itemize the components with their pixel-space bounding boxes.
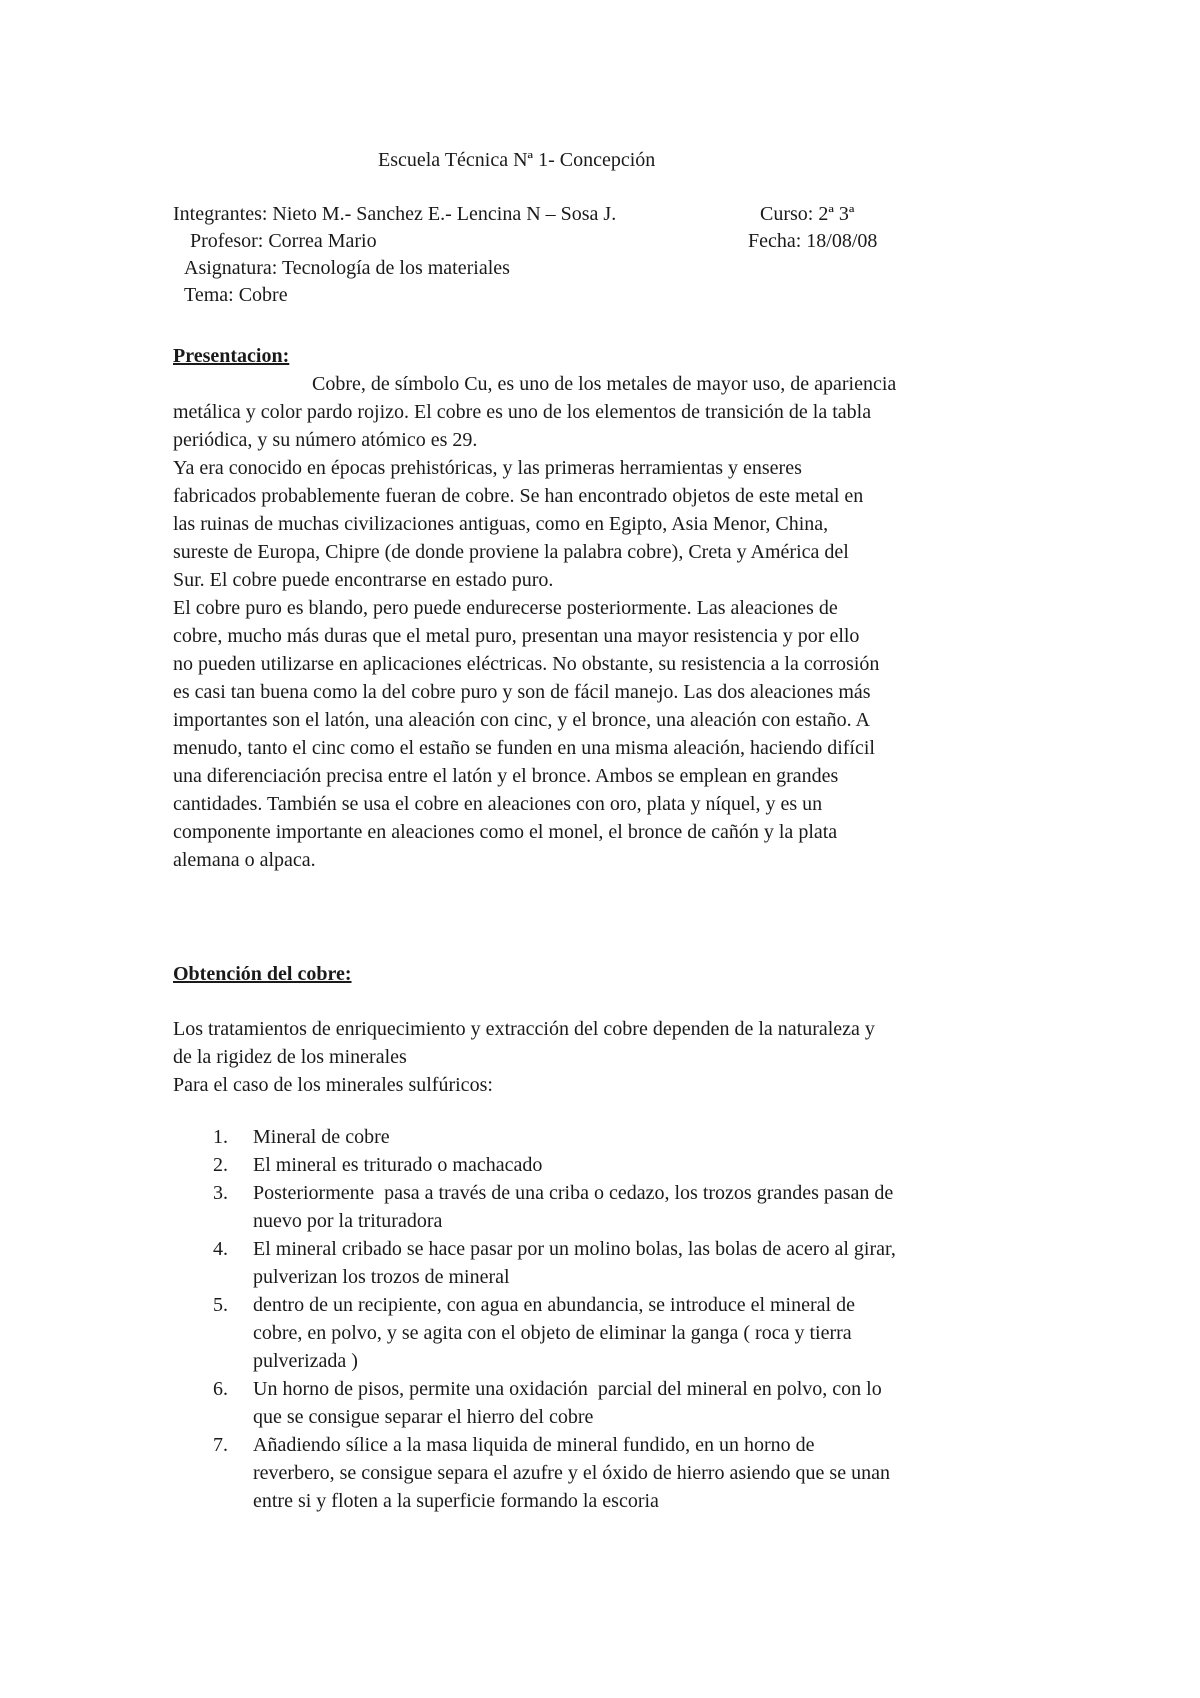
step-text: nuevo por la trituradora [253,1210,443,1232]
step-text: cobre, en polvo, y se agita con el objeto de eliminar la ganga ( roca y tierra [253,1322,852,1344]
list-item [173,1179,1053,1235]
paragraph-line: una diferenciación precisa entre el latón y el bronce. Ambos se emplean en grandes [173,765,839,787]
paragraph-line: Cobre, de símbolo Cu, es uno de los metales de mayor uso, de apariencia [312,373,897,395]
step-number: 4. [213,1238,228,1260]
step-number: 1. [213,1126,228,1148]
paragraph-line: Los tratamientos de enriquecimiento y extracción del cobre dependen de la naturaleza y [173,1018,875,1040]
obtaining-heading: Obtención del cobre: [173,963,352,985]
step-number: 5. [213,1294,228,1316]
step-text: Posteriormente pasa a través de una criba o cedazo, los trozos grandes pasan de [253,1182,894,1204]
topic-line: Tema: Cobre [184,284,288,306]
list-item [173,1123,1053,1151]
members-line: Integrantes: Nieto M.- Sanchez E.- Lencina N – Sosa J. [173,203,617,225]
step-text: reverbero, se consigue separa el azufre y el óxido de hierro asiendo que se unan [253,1462,890,1484]
list-item [173,1431,1053,1515]
step-text: que se consigue separar el hierro del cobre [253,1406,594,1428]
paragraph-line: no pueden utilizarse en aplicaciones eléctricas. No obstante, su resistencia a la corrosión [173,653,880,675]
step-text: entre si y floten a la superficie formando la escoria [253,1490,659,1512]
step-text: pulverizan los trozos de mineral [253,1266,510,1288]
teacher-line: Profesor: Correa Mario [190,230,377,252]
paragraph-line: metálica y color pardo rojizo. El cobre es uno de los elementos de transición de la tabla [173,401,872,423]
step-number: 7. [213,1434,228,1456]
list-item [173,1151,1053,1179]
step-text: dentro de un recipiente, con agua en abundancia, se introduce el mineral de [253,1294,855,1316]
paragraph-line: componente importante en aleaciones como el monel, el bronce de cañón y la plata [173,821,838,843]
paragraph-line: es casi tan buena como la del cobre puro y son de fácil manejo. Las dos aleaciones más [173,681,871,703]
list-item [173,1291,1053,1375]
step-number: 2. [213,1154,228,1176]
list-item [173,1235,1053,1291]
paragraph-line: de la rigidez de los minerales [173,1046,407,1068]
step-text: pulverizada ) [253,1350,358,1372]
step-text: Añadiendo sílice a la masa liquida de mineral fundido, en un horno de [253,1434,815,1456]
paragraph-line: fabricados probablemente fueran de cobre. Se han encontrado objetos de este metal en [173,485,864,507]
paragraph-line: sureste de Europa, Chipre (de donde proviene la palabra cobre), Creta y América del [173,541,849,563]
paragraph-line: las ruinas de muchas civilizaciones antiguas, como en Egipto, Asia Menor, China, [173,513,829,535]
paragraph-line: Ya era conocido en épocas prehistóricas, y las primeras herramientas y enseres [173,457,802,479]
presentation-heading: Presentacion: [173,345,290,367]
paragraph-line: cobre, mucho más duras que el metal puro, presentan una mayor resistencia y por ello [173,625,860,647]
step-text: El mineral cribado se hace pasar por un molino bolas, las bolas de acero al girar, [253,1238,896,1260]
date-line: Fecha: 18/08/08 [748,230,878,252]
presentation-body [173,370,1053,874]
paragraph-line: cantidades. También se usa el cobre en aleaciones con oro, plata y níquel, y es un [173,793,823,815]
paragraph-line: Para el caso de los minerales sulfúricos: [173,1074,493,1096]
school-title: Escuela Técnica Nª 1- Concepción [378,149,656,171]
step-text: Un horno de pisos, permite una oxidación parcial del mineral en polvo, con lo [253,1378,882,1400]
list-item [173,1375,1053,1431]
step-text: El mineral es triturado o machacado [253,1154,543,1176]
paragraph-line: menudo, tanto el cinc como el estaño se funden en una misma aleación, haciendo difícil [173,737,875,759]
step-number: 6. [213,1378,228,1400]
subject-line: Asignatura: Tecnología de los materiales [184,257,510,279]
paragraph-line: El cobre puro es blando, pero puede endurecerse posteriormente. Las aleaciones de [173,597,838,619]
obtaining-intro [173,1015,1053,1099]
steps-list [173,1123,1053,1515]
paragraph-line: Sur. El cobre puede encontrarse en estado puro. [173,569,554,591]
step-number: 3. [213,1182,228,1204]
step-text: Mineral de cobre [253,1126,390,1148]
course-line: Curso: 2ª 3ª [760,203,855,225]
paragraph-line: alemana o alpaca. [173,849,316,871]
paragraph-line: importantes son el latón, una aleación con cinc, y el bronce, una aleación con estaño. A [173,709,870,731]
paragraph-line: periódica, y su número atómico es 29. [173,429,478,451]
